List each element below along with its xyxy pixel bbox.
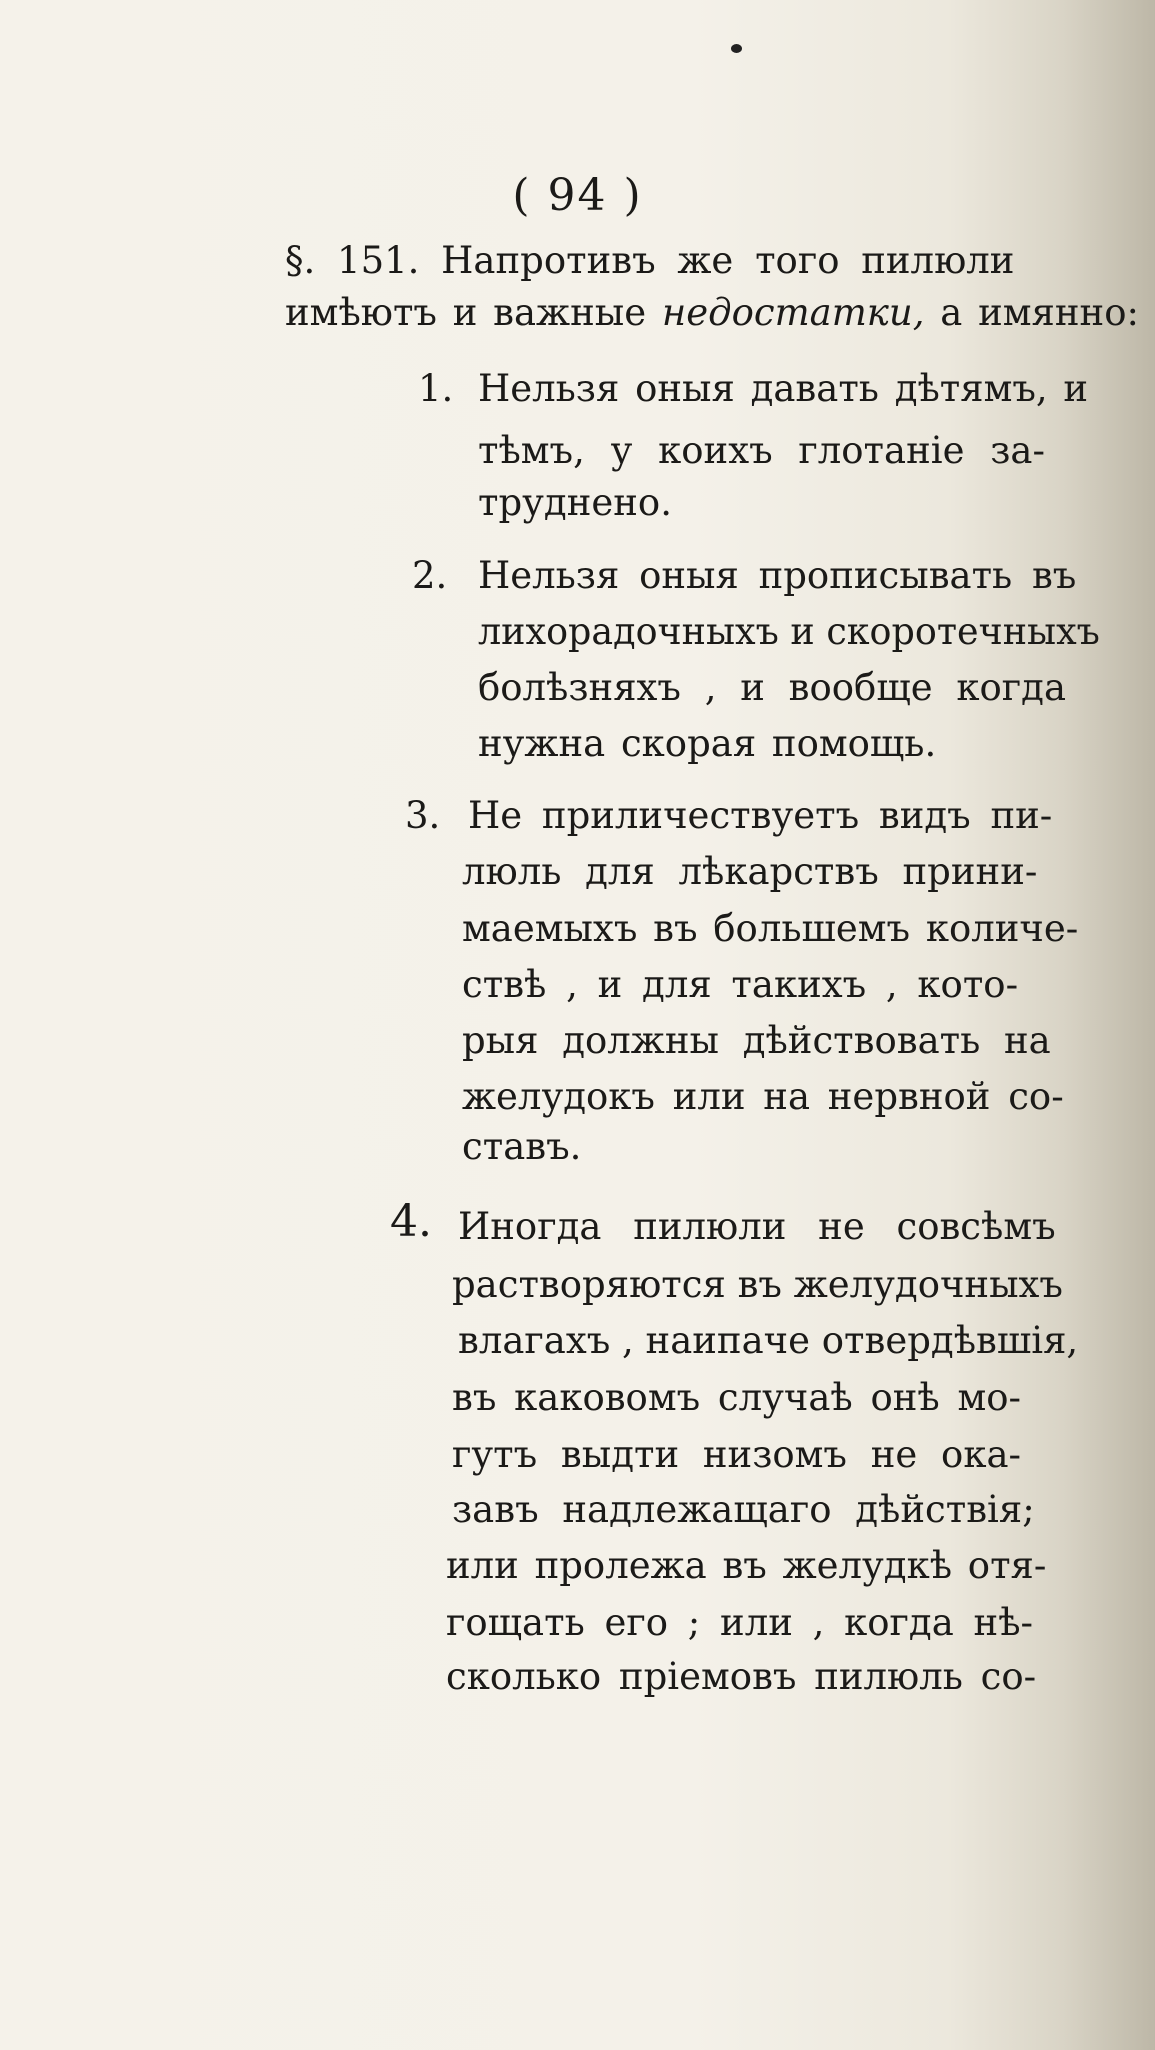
item-2-line-4: нужна скорая помощь. bbox=[478, 722, 937, 765]
item-number-3: 3. bbox=[405, 794, 441, 837]
item-number-2: 2. bbox=[412, 554, 448, 597]
paragraph-text: §. 151. Напротивъ же того пилюли bbox=[285, 239, 1015, 282]
item-3-line-5: рыя должны дѣйствовать на bbox=[462, 1019, 1051, 1062]
item-4-line-9: сколько пріемовъ пилюль со- bbox=[446, 1655, 1037, 1698]
item-4-line-5: гутъ выдти низомъ не ока- bbox=[452, 1433, 1022, 1476]
item-2-line-2: лихорадочныхъ и скоротечныхъ bbox=[478, 610, 1100, 653]
item-number-1: 1. bbox=[418, 367, 454, 410]
item-4-line-2: растворяются въ желудочныхъ bbox=[452, 1263, 1063, 1306]
item-1-line-3: труднено. bbox=[478, 481, 672, 524]
item-4-line-1: Иногда пилюли не совсѣмъ bbox=[458, 1205, 1056, 1248]
paragraph-text: а имянно: bbox=[940, 291, 1139, 334]
item-number-4: 4. bbox=[390, 1196, 432, 1247]
item-4-line-8: гощать его ; или , когда нѣ- bbox=[446, 1601, 1034, 1644]
item-2-line-1: Нельзя оныя прописывать въ bbox=[478, 554, 1077, 597]
item-3-line-2: люль для лѣкарствъ прини- bbox=[462, 850, 1038, 893]
paragraph-text: имѣютъ и важные bbox=[285, 291, 647, 334]
item-4-line-3: влагахъ , наипаче отвердѣвшія, bbox=[458, 1319, 1079, 1362]
item-1-line-2: тѣмъ, у коихъ глотаніе за- bbox=[478, 429, 1045, 472]
item-3-line-7: ставъ. bbox=[462, 1125, 582, 1168]
item-2-line-3: болѣзняхъ , и вообще когда bbox=[478, 666, 1067, 709]
paragraph-line-1 bbox=[285, 239, 1100, 282]
item-3-line-6: желудокъ или на нервной со- bbox=[462, 1075, 1064, 1118]
item-3-line-4: ствѣ , и для такихъ , кото- bbox=[462, 963, 1019, 1006]
paragraph-line-2 bbox=[285, 291, 1139, 334]
item-4-line-7: или пролежа въ желудкѣ отя- bbox=[446, 1544, 1047, 1587]
paragraph-italic-text: недостатки, bbox=[661, 291, 925, 334]
item-3-line-3: маемыхъ въ большемъ количе- bbox=[462, 907, 1079, 950]
item-4-line-4: въ каковомъ случаѣ онѣ мо- bbox=[452, 1376, 1022, 1419]
item-3-line-1: Не приличествуетъ видъ пи- bbox=[468, 794, 1053, 837]
page-number: ( 94 ) bbox=[512, 170, 643, 221]
item-1-line-1: Нельзя оныя давать дѣтямъ, и bbox=[478, 367, 1089, 410]
ink-speck bbox=[731, 44, 742, 53]
item-4-line-6: завъ надлежащаго дѣйствія; bbox=[452, 1488, 1035, 1531]
